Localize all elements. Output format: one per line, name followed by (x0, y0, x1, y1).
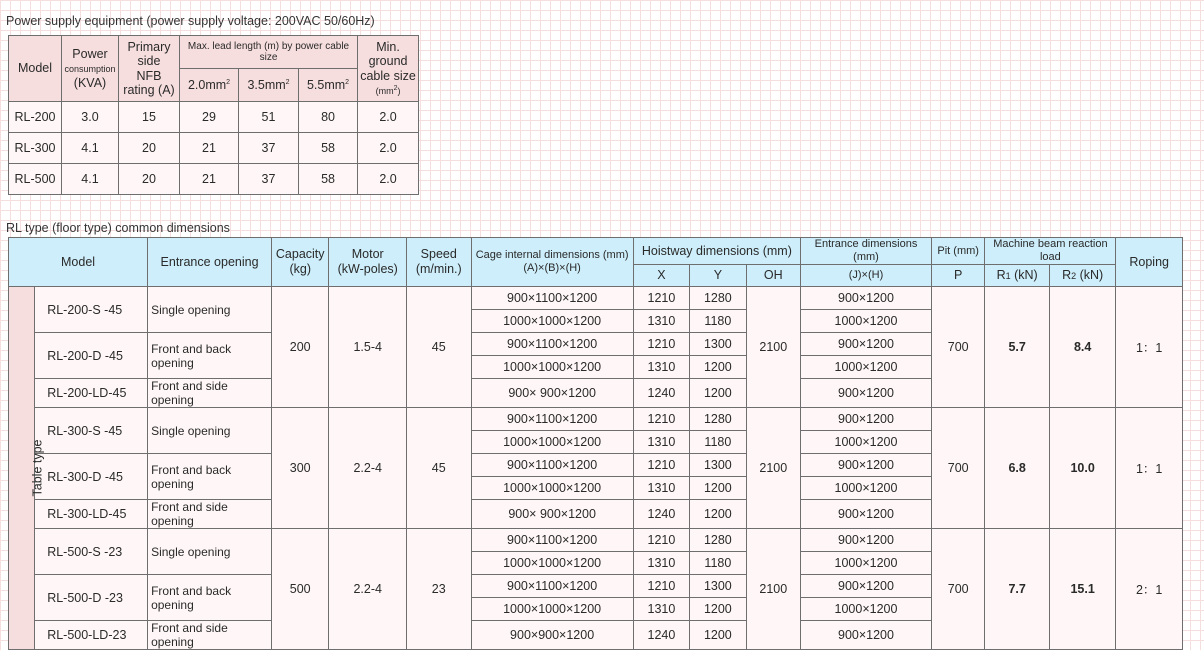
t2-header-entrance-dims: Entrance dimensions (mm) (800, 238, 931, 265)
t1-header-power: Power consumption (KVA) (62, 36, 119, 102)
model-cell: RL-200-S -45 (35, 287, 148, 333)
t2-row (9, 408, 1183, 431)
t1-cell-ground: 2.0 (358, 133, 419, 164)
rl-dimensions-table (8, 237, 1183, 650)
entrance-cell: Front and back opening (148, 333, 272, 379)
cage-cell: 1000×1000×1200 (471, 477, 633, 500)
t1-cell-l2: 37 (239, 164, 299, 195)
t1-cell-l3: 58 (299, 133, 358, 164)
entrance-dims-cell: 900×1200 (800, 454, 931, 477)
t2-row (9, 529, 1183, 552)
oh-cell: 2100 (746, 287, 800, 408)
entrance-cell: Front and back opening (148, 575, 272, 621)
t2-header-beam: Machine beam reaction load (985, 238, 1116, 265)
t1-header-cable-3-5: $3.5mm^2$ (239, 69, 299, 102)
pit-cell: 700 (931, 529, 984, 650)
entrance-dims-cell: 900×1200 (800, 408, 931, 431)
x-cell: 1310 (633, 552, 689, 575)
t1-cell-l2: 51 (239, 102, 299, 133)
capacity-cell: 300 (272, 408, 329, 529)
t2-header-model: Model (9, 238, 148, 287)
y-cell: 1180 (690, 431, 746, 454)
t2-header-cage: Cage internal dimensions (mm) (A)×(B)×(H) (471, 238, 633, 287)
entrance-dims-cell: 1000×1200 (800, 477, 931, 500)
oh-cell: 2100 (746, 529, 800, 650)
speed-cell: 23 (407, 529, 471, 650)
capacity-cell: 500 (272, 529, 329, 650)
y-cell: 1200 (690, 356, 746, 379)
x-cell: 1210 (633, 575, 689, 598)
cage-cell: 900×1100×1200 (471, 287, 633, 310)
cage-cell: 1000×1000×1200 (471, 356, 633, 379)
x-cell: 1240 (633, 500, 689, 529)
speed-cell: 45 (407, 287, 471, 408)
motor-cell: 2.2-4 (329, 408, 407, 529)
entrance-dims-cell: 1000×1200 (800, 431, 931, 454)
x-cell: 1210 (633, 333, 689, 356)
t2-header-jh: (J)×(H) (800, 265, 931, 287)
model-cell: RL-300-S -45 (35, 408, 148, 454)
t1-cell-model: RL-300 (9, 133, 62, 164)
cage-cell: 1000×1000×1200 (471, 552, 633, 575)
x-cell: 1210 (633, 408, 689, 431)
t1-header-nfb: Primary side NFB rating (A) (119, 36, 180, 102)
t2-header-capacity: Capacity (kg) (272, 238, 329, 287)
y-cell: 1200 (690, 477, 746, 500)
model-cell: RL-300-LD-45 (35, 500, 148, 529)
entrance-cell: Front and back opening (148, 454, 272, 500)
t1-cell-nfb: 20 (119, 164, 180, 195)
cage-cell: 1000×1000×1200 (471, 310, 633, 333)
t1-header-ground: Min. ground cable size $(mm^2)$ (358, 36, 419, 102)
r2-cell: 10.0 (1049, 408, 1116, 529)
r1-cell: 5.7 (985, 287, 1049, 408)
model-cell: RL-500-D -23 (35, 575, 148, 621)
model-cell: RL-200-D -45 (35, 333, 148, 379)
entrance-dims-cell: 900×1200 (800, 379, 931, 408)
rl-type-title: RL type (floor type) common dimensions (6, 221, 230, 235)
y-cell: 1300 (690, 575, 746, 598)
entrance-dims-cell: 1000×1200 (800, 552, 931, 575)
cage-cell: 900× 900×1200 (471, 379, 633, 408)
t1-cell-ground: 2.0 (358, 164, 419, 195)
entrance-dims-cell: 900×1200 (800, 575, 931, 598)
entrance-dims-cell: 1000×1200 (800, 356, 931, 379)
t2-header-hoistway: Hoistway dimensions (mm) (633, 238, 800, 265)
model-cell: RL-200-LD-45 (35, 379, 148, 408)
cage-cell: 900×1100×1200 (471, 408, 633, 431)
t2-header-entrance: Entrance opening (148, 238, 272, 287)
entrance-cell: Front and side opening (148, 379, 272, 408)
cage-cell: 900×1100×1200 (471, 575, 633, 598)
cage-cell: 900×1100×1200 (471, 529, 633, 552)
cage-cell: 1000×1000×1200 (471, 431, 633, 454)
oh-cell: 2100 (746, 408, 800, 529)
y-cell: 1280 (690, 529, 746, 552)
t1-cell-model: RL-500 (9, 164, 62, 195)
y-cell: 1180 (690, 310, 746, 333)
x-cell: 1240 (633, 621, 689, 650)
pit-cell: 700 (931, 287, 984, 408)
capacity-cell: 200 (272, 287, 329, 408)
cage-cell: 900×900×1200 (471, 621, 633, 650)
cage-cell: 900× 900×1200 (471, 500, 633, 529)
t1-row (9, 133, 419, 164)
t1-row (9, 102, 419, 133)
t1-cell-l3: 80 (299, 102, 358, 133)
model-cell: RL-300-D -45 (35, 454, 148, 500)
entrance-dims-cell: 900×1200 (800, 500, 931, 529)
t1-header-cable-5-5: $5.5mm^2$ (299, 69, 358, 102)
y-cell: 1280 (690, 287, 746, 310)
t1-cell-l2: 37 (239, 133, 299, 164)
r2-cell: 8.4 (1049, 287, 1116, 408)
t2-header-p: P (931, 265, 984, 287)
t1-cell-power: 4.1 (62, 164, 119, 195)
t1-cell-l1: 29 (180, 102, 239, 133)
t2-header-pit: Pit (mm) (931, 238, 984, 265)
t1-header-cable-2-0: $2.0mm^2$ (180, 69, 239, 102)
roping-cell: 1：1 (1116, 287, 1183, 408)
pit-cell: 700 (931, 408, 984, 529)
x-cell: 1310 (633, 310, 689, 333)
power-supply-title: Power supply equipment (power supply voltage: 200VAC 50/60Hz) (6, 14, 375, 28)
t1-header-lead-length: Max. lead length (m) by power cable size (180, 36, 358, 69)
r1-cell: 6.8 (985, 408, 1049, 529)
roping-cell: 1：1 (1116, 408, 1183, 529)
t2-header-motor: Motor (kW-poles) (329, 238, 407, 287)
t1-cell-power: 4.1 (62, 133, 119, 164)
t2-header-speed: Speed (m/min.) (407, 238, 471, 287)
entrance-cell: Front and side opening (148, 621, 272, 650)
entrance-cell: Front and side opening (148, 500, 272, 529)
t2-header-r1: R1 (kN) (985, 265, 1049, 287)
y-cell: 1300 (690, 333, 746, 356)
y-cell: 1300 (690, 454, 746, 477)
x-cell: 1210 (633, 529, 689, 552)
t2-header-oh: OH (746, 265, 800, 287)
t1-cell-power: 3.0 (62, 102, 119, 133)
t1-header-model: Model (9, 36, 62, 102)
cage-cell: 900×1100×1200 (471, 333, 633, 356)
cage-cell: 1000×1000×1200 (471, 598, 633, 621)
r1-cell: 7.7 (985, 529, 1049, 650)
t1-row (9, 164, 419, 195)
entrance-dims-cell: 1000×1200 (800, 310, 931, 333)
x-cell: 1240 (633, 379, 689, 408)
y-cell: 1200 (690, 621, 746, 650)
t1-cell-l1: 21 (180, 133, 239, 164)
y-cell: 1280 (690, 408, 746, 431)
model-cell: RL-500-S -23 (35, 529, 148, 575)
t1-cell-nfb: 20 (119, 133, 180, 164)
t1-cell-ground: 2.0 (358, 102, 419, 133)
motor-cell: 1.5-4 (329, 287, 407, 408)
side-label (9, 287, 45, 650)
entrance-dims-cell: 900×1200 (800, 333, 931, 356)
motor-cell: 2.2-4 (329, 529, 407, 650)
y-cell: 1200 (690, 500, 746, 529)
t1-cell-model: RL-200 (9, 102, 62, 133)
entrance-dims-cell: 1000×1200 (800, 598, 931, 621)
x-cell: 1310 (633, 356, 689, 379)
y-cell: 1200 (690, 598, 746, 621)
y-cell: 1180 (690, 552, 746, 575)
t2-header-y: Y (690, 265, 746, 287)
x-cell: 1210 (633, 287, 689, 310)
x-cell: 1310 (633, 598, 689, 621)
entrance-dims-cell: 900×1200 (800, 529, 931, 552)
t1-cell-l1: 21 (180, 164, 239, 195)
t2-header-x: X (633, 265, 689, 287)
t1-cell-l3: 58 (299, 164, 358, 195)
x-cell: 1310 (633, 477, 689, 500)
t1-cell-nfb: 15 (119, 102, 180, 133)
side-label-text: Table type (30, 439, 45, 497)
entrance-cell: Single opening (148, 287, 272, 333)
cage-cell: 900×1100×1200 (471, 454, 633, 477)
r2-cell: 15.1 (1049, 529, 1116, 650)
x-cell: 1310 (633, 431, 689, 454)
y-cell: 1200 (690, 379, 746, 408)
power-supply-table (8, 35, 419, 195)
speed-cell: 45 (407, 408, 471, 529)
model-cell: RL-500-LD-23 (35, 621, 148, 650)
entrance-cell: Single opening (148, 408, 272, 454)
entrance-dims-cell: 900×1200 (800, 621, 931, 650)
t2-header-roping: Roping (1116, 238, 1183, 287)
entrance-cell: Single opening (148, 529, 272, 575)
t2-header-r2: R2 (kN) (1049, 265, 1116, 287)
roping-cell: 2：1 (1116, 529, 1183, 650)
x-cell: 1210 (633, 454, 689, 477)
entrance-dims-cell: 900×1200 (800, 287, 931, 310)
t2-row (9, 287, 1183, 310)
